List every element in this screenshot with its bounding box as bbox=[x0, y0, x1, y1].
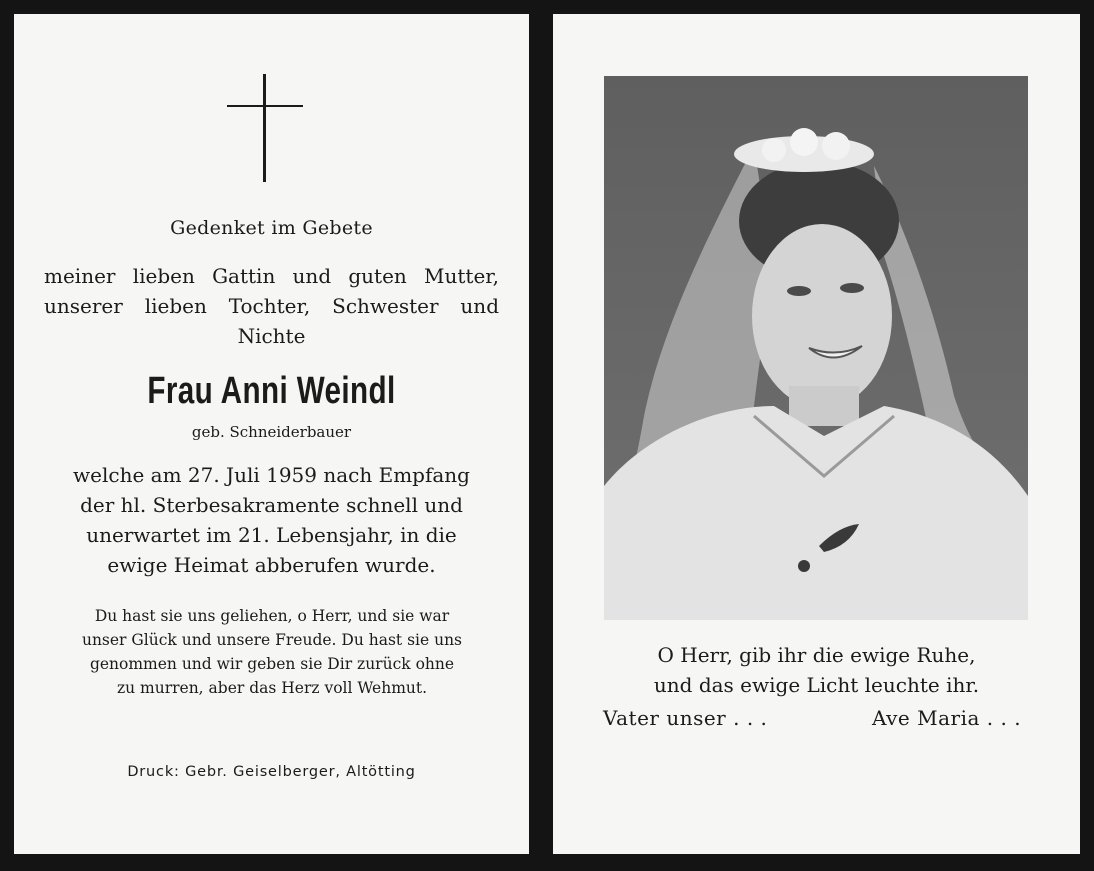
ave-maria: Ave Maria . . . bbox=[872, 706, 1022, 730]
portrait-illustration bbox=[604, 76, 1028, 620]
intro-line-3: Nichte bbox=[237, 324, 306, 348]
intro-line-2: unserer lieben Tochter, Schwester und bbox=[44, 294, 499, 318]
birth-name: geb. Schneiderbauer bbox=[191, 423, 352, 441]
intro-text bbox=[44, 261, 499, 351]
death-notice bbox=[44, 460, 499, 580]
poem-line-4: zu murren, aber das Herz voll Wehmut. bbox=[116, 679, 428, 697]
death-line-4: ewige Heimat abberufen wurde. bbox=[107, 553, 436, 577]
prayer-line-1: O Herr, gib ihr die ewige Ruhe, bbox=[657, 643, 976, 667]
memorial-poem bbox=[52, 604, 492, 700]
heading: Gedenket im Gebete bbox=[170, 217, 373, 239]
deceased-name: Frau Anni Weindl bbox=[147, 370, 396, 412]
intro-line-1: meiner lieben Gattin und guten Mutter, bbox=[44, 264, 499, 288]
cross-icon bbox=[227, 74, 303, 182]
death-line-1: welche am 27. Juli 1959 nach Empfang bbox=[73, 463, 470, 487]
portrait-photo bbox=[604, 76, 1028, 620]
vater-unser: Vater unser . . . bbox=[603, 706, 768, 730]
printer-credit: Druck: Gebr. Geiselberger, Altötting bbox=[127, 764, 416, 780]
left-memorial-page bbox=[14, 14, 529, 854]
prayer-line-2: und das ewige Licht leuchte ihr. bbox=[653, 673, 980, 697]
death-line-2: der hl. Sterbesakramente schnell und bbox=[80, 493, 463, 517]
right-memorial-page bbox=[553, 14, 1080, 854]
death-line-3: unerwartet im 21. Lebensjahr, in die bbox=[86, 523, 457, 547]
poem-line-2: unser Glück und unsere Freude. Du hast sie uns bbox=[81, 631, 463, 649]
poem-line-3: genommen und wir geben sie Dir zurück ohne bbox=[89, 655, 455, 673]
poem-line-1: Du hast sie uns geliehen, o Herr, und sie war bbox=[94, 607, 450, 625]
